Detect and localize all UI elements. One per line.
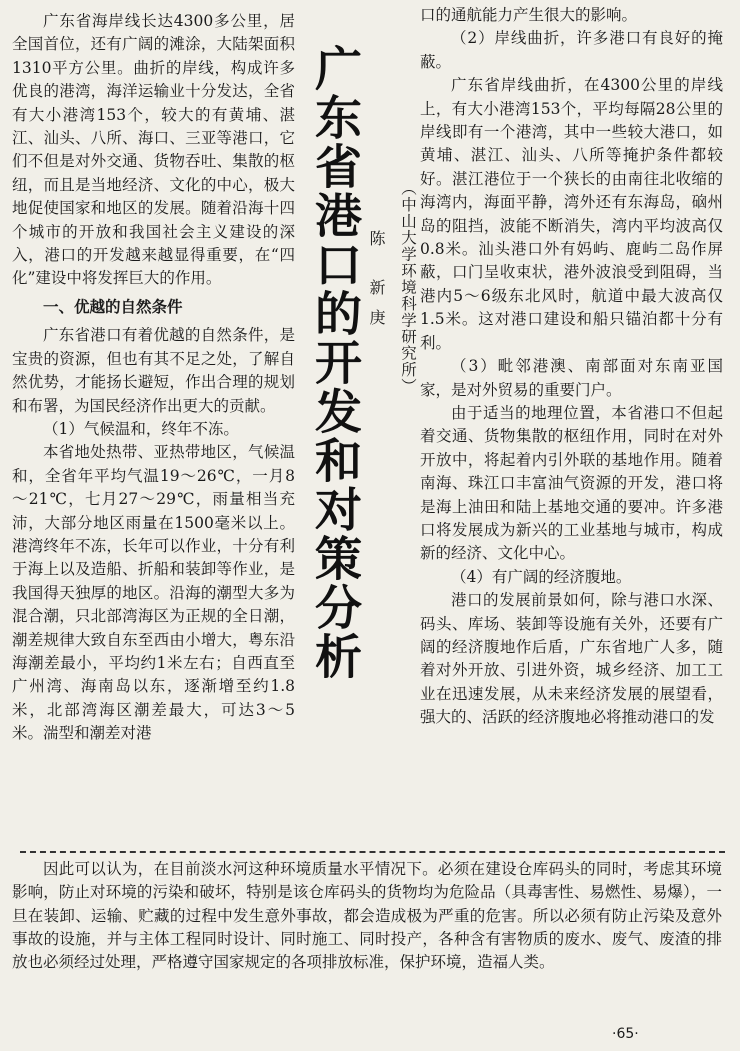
subsection-3-title: （3）毗邻港澳、南部面对东南亚国家，是对外贸易的重要门户。 xyxy=(420,357,723,399)
intro-paragraph: 广东省海岸线长达4300多公里，居全国首位，还有广阔的滩涂，大陆架面积1310平方公里。曲折的岸线，构成许多优良的港湾，海洋运输业十分发达，全省有大小港湾153个，较大的有黄埔、湛江、汕头、八所、海口、三亚等港口，它们不但是对外交通、货物吞吐、集散的枢纽，而且是当地经济、文化的中心，极大地促使国家和地区的发展。随着沿海十四个城市的开放和我国社会主义建设的深入，港口的开发越来越显得重要，在“四化”建设中将发挥巨大的作用。 xyxy=(12,12,295,288)
bottom-section xyxy=(12,858,722,974)
author-affiliation: （中山大学环境科学研究所） xyxy=(399,180,417,395)
right-column xyxy=(420,4,723,730)
subsection-1-body: 本省地处热带、亚热带地区，气候温和，全省年平均气温19～26℃，一月8～21℃，七月27～29℃，雨量相当充沛，大部分地区雨量在1500毫米以上。港湾终年不冻，长年可以作业，十分有利于海上以及造船、折船和装卸等作业，是我国得天独厚的地区。沿海的潮型大多为混合潮，只北部湾海区为正规的全日潮，潮差规律大致自东至西由小增大，粤东沿海潮差最小，平均约1米左右；自西直至广州湾、海南岛以东，逐渐增至约1.8米，北部湾海区潮差最大，可达3～5米。湍型和潮差对港 xyxy=(12,443,295,743)
section-intro-paragraph: 广东省港口有着优越的自然条件，是宝贵的资源，但也有其不足之处，了解自然优势，才能扬长避短，作出合理的规划和布署，为国民经济作出更大的贡献。 xyxy=(12,326,295,415)
section-heading: 一、优越的自然条件 xyxy=(43,296,183,316)
section-divider xyxy=(20,851,725,853)
subsection-1-title: （1）气候温和，终年不冻。 xyxy=(43,419,239,438)
page-number: ·65· xyxy=(612,1026,639,1042)
left-column xyxy=(12,10,295,746)
article-title: 广东省港口的开发和对策分析 xyxy=(307,44,362,681)
subsection-3-body: 由于适当的地理位置，本省港口不但起着交通、货物集散的枢纽作用，同时在对外开放中，将起着内引外联的基地作用。随着南海、珠江口丰富油气资源的开发，港口将是海上油田和陆上基地交通的要冲。许多港口将发展成为新兴的工业基地与城市，构成新的经济、文化中心。 xyxy=(420,403,723,563)
author-name: 陈 新庚 xyxy=(367,230,386,340)
continuation-text: 口的通航能力产生很大的影响。 xyxy=(420,6,638,24)
subsection-2-body: 广东省岸线曲折，在4300公里的岸线上，有大小港湾153个，平均每隔28公里的岸线即有一个港湾，其中一些较大港口，如黄埔、湛江、汕头、八所等掩护条件都较好。湛江港位于一个狭长的由南往北收缩的海湾内，海面平静，湾外还有东海岛，硇州岛的阻挡，波能不断消失，湾内平均波高仅0.8米。汕头港口外有妈屿、鹿屿二岛作屏蔽，口门呈收束状，港外波浪受到阻碍，当港内5～6级东北风时，航道中最大波高仅1.5米。这对港口建设和船只锚泊都十分有利。 xyxy=(420,76,723,352)
bottom-paragraph: 因此可以认为，在目前淡水河这种环境质量水平情况下。必须在建设仓库码头的同时，考虑其环境影响，防止对环境的污染和破坏，特别是该仓库码头的货物均为危险品（具毒害性、易燃性、易爆），一旦在装卸、运输、贮藏的过程中发生意外事故，都会造成极为严重的危害。所以必须有防止污染及意外事故的设施，并与主体工程同时设计、同时施工、同时投产，各种含有害物质的废水、废气、废渣的排放也必须经过处理，严格遵守国家规定的各项排放标准，保护环境，造福人类。 xyxy=(12,860,722,972)
subsection-4-body: 港口的发展前景如何，除与港口水深、码头、库场、装卸等设施有关外，还要有广阔的经济腹地作后盾，广东省地广人多，随着对外开放、引进外资，城乡经济、加工工业在迅速发展，从未来经济发展的展望看，强大的、活跃的经济腹地必将推动港口的发 xyxy=(420,591,723,727)
subsection-4-title: （4）有广阔的经济腹地。 xyxy=(451,567,632,586)
subsection-2-title: （2）岸线曲折，许多港口有良好的掩蔽。 xyxy=(420,29,723,71)
